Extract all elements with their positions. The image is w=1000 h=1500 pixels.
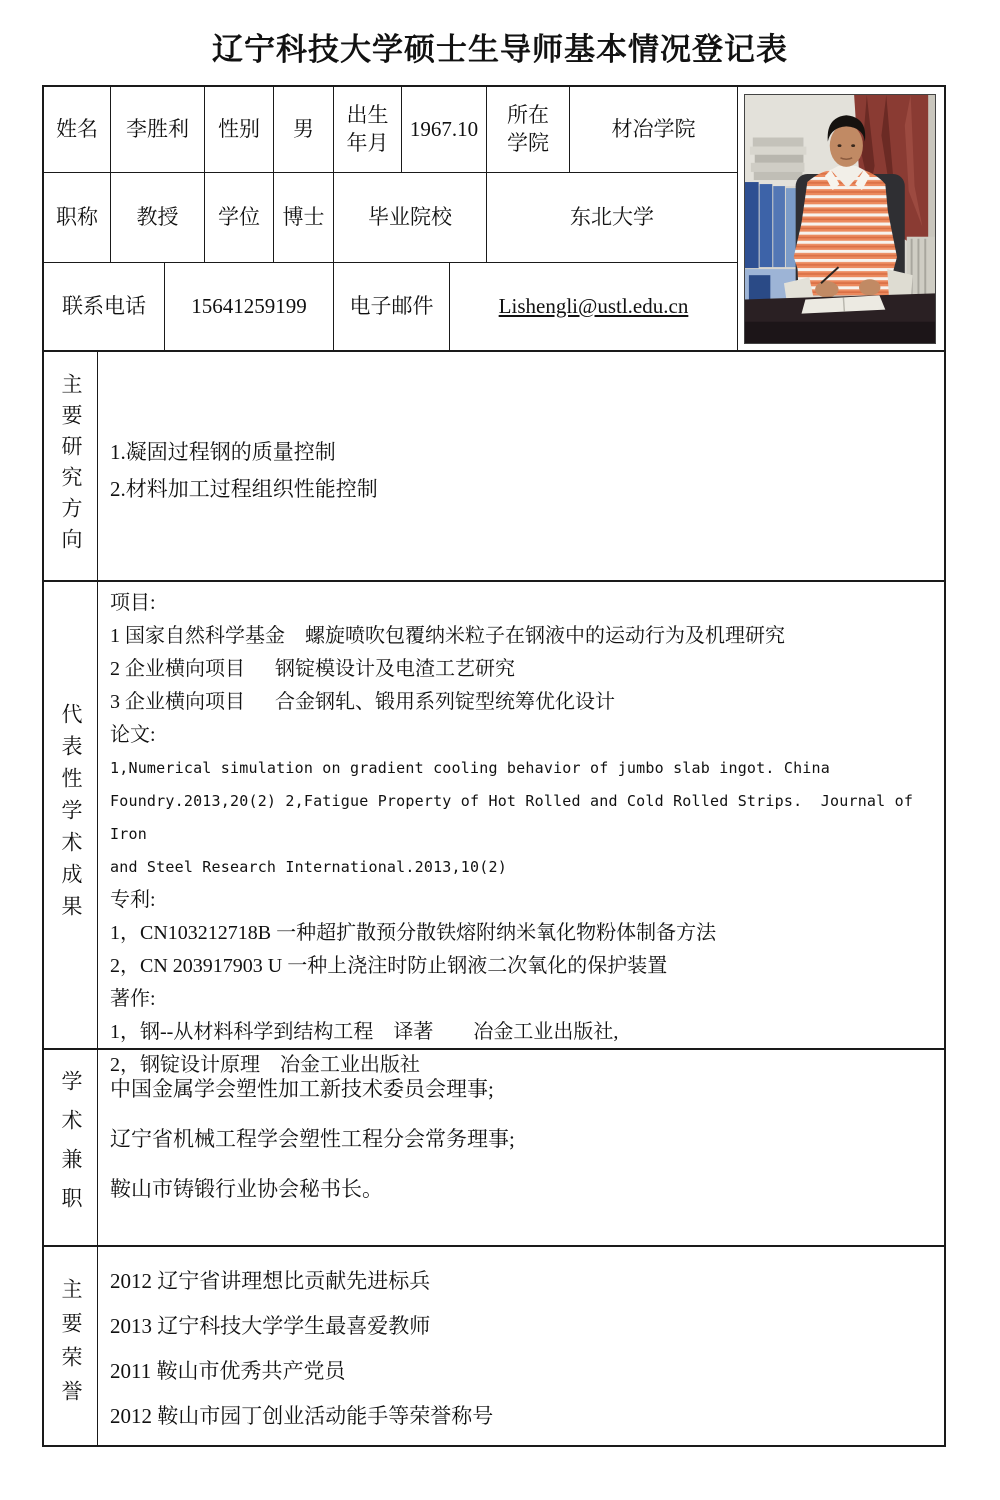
section-academic-positions — [44, 1048, 944, 1245]
birth-label — [334, 87, 402, 172]
section-research — [44, 350, 944, 580]
text-line: 中国金属学会塑性加工新技术委员会理事; — [110, 1077, 494, 1101]
name-label: 姓名 — [44, 87, 111, 172]
photo-cell — [737, 87, 944, 350]
degree-label: 学位 — [205, 173, 274, 262]
section-honors-label: 主要荣誉 — [59, 1278, 83, 1414]
email-value — [450, 263, 737, 350]
supervisor-photo — [744, 94, 936, 344]
text-line: 1，CN103212718B 一种超扩散预分散铁熔附纳米氧化物粉体制备方法 — [110, 922, 717, 944]
email-label: 电子邮件 — [334, 263, 450, 350]
section-honors — [44, 1245, 944, 1445]
info-row-1 — [44, 87, 737, 173]
registration-table — [42, 85, 946, 1447]
degree-value: 博士 — [274, 173, 334, 262]
college-label-text: 所在学院 — [507, 102, 549, 155]
birth-value: 1967.10 — [402, 87, 487, 172]
text-line: 1,Numerical simulation on gradient cooling behavior of jumbo slab ingot. China — [110, 759, 830, 777]
phone-value: 15641259199 — [165, 263, 334, 350]
section-achievements — [44, 580, 944, 1076]
text-line: 专利: — [110, 889, 156, 911]
section-research-content — [98, 352, 944, 580]
info-row-3 — [44, 263, 737, 350]
text-line: 2012 鞍山市园丁创业活动能手等荣誉称号 — [110, 1404, 494, 1428]
text-line: 2.材料加工过程组织性能控制 — [110, 477, 378, 501]
text-line: 3 企业横向项目 合金钢轧、锻用系列锭型统筹优化设计 — [110, 691, 615, 713]
section-achievements-label: 代表性学术成果 — [59, 703, 83, 927]
email-value-text: Lishengli@ustl.edu.cn — [498, 293, 689, 318]
text-line: 2012 辽宁省讲理想比贡献先进标兵 — [110, 1269, 431, 1293]
section-academic-label-cell — [44, 1050, 98, 1245]
phone-label: 联系电话 — [44, 263, 165, 350]
name-value: 李胜利 — [111, 87, 205, 172]
text-line: 2 企业横向项目 钢锭模设计及电渣工艺研究 — [110, 658, 515, 680]
title-label: 职称 — [44, 173, 111, 262]
section-academic-content — [98, 1050, 944, 1245]
section-honors-content — [98, 1247, 944, 1445]
section-academic-label: 学术兼职 — [59, 1069, 83, 1226]
text-line: 2，钢锭设计原理 冶金工业出版社 — [110, 1054, 420, 1076]
text-line: and Steel Research International.2013,10(2) — [110, 858, 507, 876]
info-row-2 — [44, 173, 737, 263]
gender-label: 性别 — [205, 87, 274, 172]
school-value: 东北大学 — [570, 204, 654, 229]
section-research-label: 主要研究方向 — [59, 373, 83, 559]
supervisor-photo-graphic — [745, 95, 935, 343]
text-line: 1，钢--从材料科学到结构工程 译著 冶金工业出版社, — [110, 1021, 619, 1043]
section-research-label-cell — [44, 352, 98, 580]
text-line: 鞍山市铸锻行业协会秘书长。 — [110, 1177, 383, 1201]
page-title: 辽宁科技大学硕士生导师基本情况登记表 — [212, 32, 788, 67]
section-achievements-content — [98, 582, 944, 1076]
title-value: 教授 — [111, 173, 205, 262]
personal-info-grid — [44, 87, 737, 350]
section-achievements-label-cell — [44, 582, 98, 1048]
personal-info-section — [44, 87, 944, 350]
text-line: 著作: — [110, 988, 156, 1010]
text-line: 1.凝固过程钢的质量控制 — [110, 440, 336, 464]
school-label: 毕业院校 — [334, 173, 487, 262]
section-honors-label-cell — [44, 1247, 98, 1445]
text-line: Foundry.2013,20(2) 2,Fatigue Property of Hot Rolled and Cold Rolled Strips. Journal of Iron — [110, 792, 923, 843]
text-line: 2013 辽宁科技大学学生最喜爱教师 — [110, 1314, 431, 1338]
text-line: 论文: — [110, 724, 156, 746]
gender-value: 男 — [274, 87, 334, 172]
text-line: 辽宁省机械工程学会塑性工程分会常务理事; — [110, 1127, 515, 1151]
birth-label-text: 出生年月 — [346, 102, 389, 155]
college-value: 材冶学院 — [611, 116, 696, 141]
text-line: 2011 鞍山市优秀共产党员 — [110, 1359, 346, 1383]
text-line: 2，CN 203917903 U 一种上浇注时防止钢液二次氧化的保护装置 — [110, 955, 668, 977]
college-label — [487, 87, 570, 172]
text-line: 项目: — [110, 592, 156, 614]
text-line: 1 国家自然科学基金 螺旋喷吹包覆纳米粒子在钢液中的运动行为及机理研究 — [110, 625, 785, 647]
